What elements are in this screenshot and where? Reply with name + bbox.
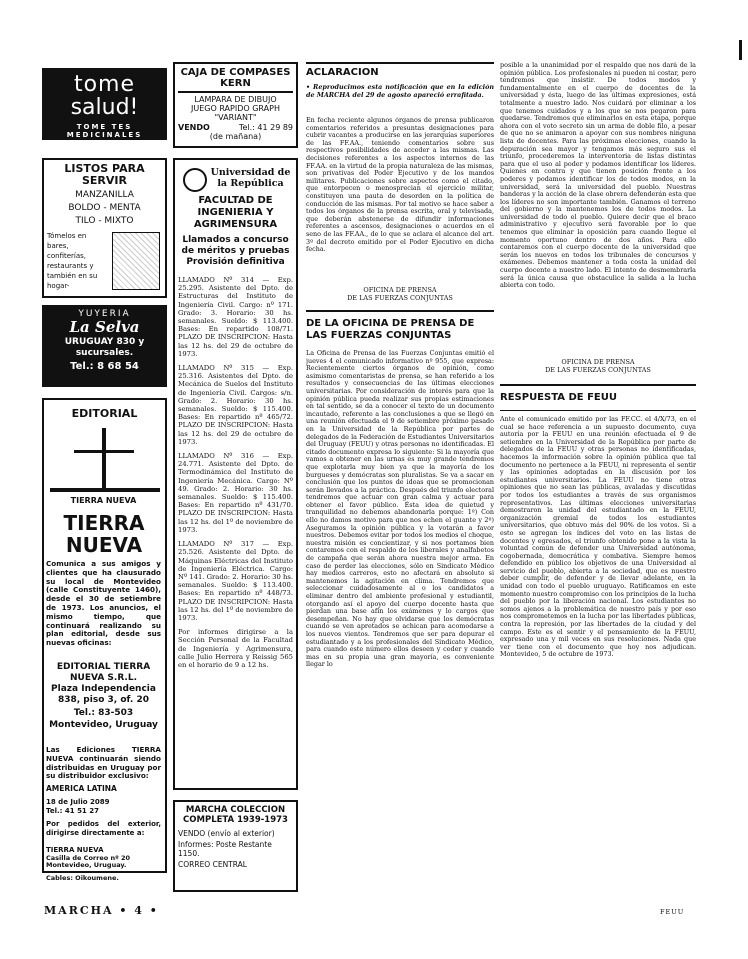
ad-caja-sell: VENDO xyxy=(178,123,210,132)
ad-marcha-title: MARCHA COLECCION COMPLETA 1939-1973 xyxy=(183,805,288,825)
university-seal-icon xyxy=(183,168,207,192)
ad-listos xyxy=(42,158,167,298)
ad-editorial-tel: Tel.: 83-503 xyxy=(73,708,134,718)
ad-tome-line2: salud! xyxy=(70,95,139,120)
ad-editorial-firm: EDITORIAL TIERRA NUEVA S.R.L. xyxy=(56,662,151,683)
oficina-article xyxy=(306,318,494,918)
ad-editorial-address: Plaza Independencia 838, piso 3, of. 20 xyxy=(51,684,156,705)
respuesta-feuu-article xyxy=(500,384,696,918)
tea-box-illustration xyxy=(112,232,160,290)
ad-yuyeria-line1: YUYERIA xyxy=(78,309,131,319)
respuesta-title: RESPUESTA DE FEUU xyxy=(500,392,617,403)
page-masthead: MARCHA • 4 • xyxy=(44,904,159,917)
oficina-title: DE LA OFICINA DE PRENSA DE LAS FUERZAS CONJUNTAS xyxy=(306,318,475,341)
ad-editorial-cables: Cables: Oikoumene. xyxy=(46,874,119,882)
ad-editorial-city: Montevideo, Uruguay xyxy=(49,720,158,730)
ad-caja-tel: Tel.: 41 29 89 xyxy=(238,123,293,132)
col4-sign1: OFICINA DE PRENSA xyxy=(561,358,635,366)
aclaracion-article xyxy=(306,62,494,312)
ad-listos-item: MANZANILLA xyxy=(75,190,134,200)
ad-univ-faculty: FACULTAD DE INGENIERIA Y AGRIMENSURA xyxy=(193,195,278,230)
aclaracion-title: ACLARACION xyxy=(306,67,379,78)
ad-caja-title: CAJA DE COMPASES KERN xyxy=(180,67,291,89)
ad-editorial-top: EDITORIAL xyxy=(71,407,138,420)
col4-text: posible a la unanimidad por el respaldo que nos dará de la opinión pública. Los profesionales ni pueden ni costar, pero tendremos que insistir. De todos modos y fundamentalmente en el cuerpo de docentes de la universidad y ésta, luego de las últimas expresiones, está totalmente a nuestro lado. Nos cuidará por eliminar a los que tenemos cuidados y a los que se nos pegaron para quedarse. Tendremos que eliminarlos en esta etapa, porque ahora con el voto secreto sin un arma de doble filo, a pesar de que no se animaron a apoyar con sus nombres ninguna lista de docentes. Para las próximas elecciones, cuando la depuración sea mayor y tengamos más seguro sus el triunfo, procederemos la interventoria de listas distintas para que el uso al poder y podamos identificar los líderes. Quienes en contra y que tienen posición frente a los poderes y podamos identificar los de todos modos, en la universidad, será la universidad del pueblo. Nuestras banderas y la acción de la clase obrera defenderán esta que los líderes no son importante también. Ganamos el terreno del gobierno y la mantenemos los de todos modos. La universidad de todo el pueblo. Quiere decir que el braco administrativo y ejecutivo será favorable por lo que tenemos que eliminar la oposición para cuando llegue el momento oportuno dentro de dos años. Para ello contaremos con el cuerpo docente de la universidad que serán los nuevos en todos los tribunales de concursos y exámenes. Debemos mantener a toda costa la unidad del cuerpo docente a nuestro lado. El intento de desmembrarla será la única causa que obstaculice la salida a la lucha abierta con todo. xyxy=(500,62,696,290)
ad-editorial-big: TIERRA NUEVA xyxy=(63,511,145,557)
ad-yuyeria-line2: URUGUAY 830 y sucursales. xyxy=(64,337,145,358)
ad-caja-time: (de mañana) xyxy=(209,132,262,141)
aclaracion-sign2: DE LAS FUERZAS CONJUNTAS xyxy=(347,294,453,302)
ad-marcha-sell: VENDO (envío al exterior) xyxy=(178,829,275,838)
la-selva-logo: La Selva xyxy=(69,318,140,336)
ad-marcha-info: Informes: Poste Restante 1150. xyxy=(178,840,272,858)
ad-tome-salud xyxy=(42,68,167,140)
feuu-signature: FEUU xyxy=(660,908,685,916)
ad-listos-item: BOLDO - MENTA xyxy=(68,203,141,213)
cross-logo-icon xyxy=(102,428,106,490)
llamado-item: LLAMADO Nº 314 — Exp. 25.295. Asistente del Dpto. de Estructuras del Instituto de Ingeniería Civil. Cargo: nº 171. Grado: 3. Horario: 30 hs. semanales. Sueldo: $ 113.400. Bases: En repartido 108/71. PLAZO DE INSCRIPCION: Hasta las 12 hs. del 29 de octubre de 1973. xyxy=(178,276,293,358)
ad-editorial-logo-name: TIERRA NUEVA xyxy=(70,496,137,505)
ad-tome-brand: TOME TES MEDICINALES xyxy=(66,123,143,139)
ad-listos-heading: LISTOS PARA SERVIR xyxy=(64,162,145,187)
cross-logo-bar xyxy=(74,450,134,453)
ad-editorial-dist-tel: Tel.: 41 51 27 xyxy=(46,807,99,815)
ad-listos-body: Tómelos en bares, confiterías, restaurants y también en su hogar- xyxy=(47,232,98,290)
ad-universidad xyxy=(173,158,298,790)
page-edge-mark xyxy=(739,40,742,60)
col4-sign2: DE LAS FUERZAS CONJUNTAS xyxy=(545,366,651,374)
ad-caja-kern xyxy=(173,62,298,148)
ad-editorial-export-addr: Casilla de Correo nº 20 xyxy=(46,854,131,862)
ad-editorial-notice: Comunica a sus amigos y clientes que ha clausurado su local de Montevideo (calle Constituyente 1460), desde el 30 de setiembre de 1973. Los anuncios, el mismo tiempo, que continuará realizando su plan editorial, desde sus nuevas oficinas: xyxy=(46,559,161,648)
ad-univ-info: Por informes dirigirse a la Sección Personal de la Facultad de Ingeniería y Agrimensura, calle Julio Herrera y Reissig 565 en el horario de 9 a 12 hs. xyxy=(178,628,293,669)
ad-editorial-export-city: Montevideo, Uruguay. xyxy=(46,861,127,869)
llamado-item: LLAMADO Nº 316 — Exp. 24.771. Asistente del Dpto. de Termodinámica del Instituto de Ingeniería Mecánica. Cargo: Nº 49. Grado: 2. Horario: 30 hs. semanales. Sueldo: $ 115.400. Bases: En repartido nº 431/70. PLAZO DE INSCRIPCION: Hasta las 12 hs. del 1º de noviembre de 1973. xyxy=(178,452,293,534)
ad-caja-body: LAMPARA DE DIBUJO xyxy=(194,95,277,104)
ad-editorial-distrib: Las Ediciones TIERRA NUEVA continuarán siendo distribuidas en Uruguay por su distribuidor exclusivo: xyxy=(46,745,161,781)
ad-editorial-tierra-nueva xyxy=(42,398,167,873)
ad-univ-call: Llamados a concurso de méritos y pruebas Provisión definitiva xyxy=(181,235,290,267)
column-continuation xyxy=(500,62,696,380)
ad-marcha-coleccion xyxy=(173,800,298,892)
aclaracion-body: En fecha reciente algunos órganos de prensa publicaron comentarios referidos a presuntas designaciones para cubrir vacantes a producirse en las jerarquías superiores de las FF.AA., teniendo comentarios sobre sus respectivos posibilidades de acceder a las mismas. Las decisiones referentes a los aspectos internos de las FF.AA. en la virtud de la propia naturaleza de las mismas, son privativas del Poder Ejecutivo y de los mandos militares. Publicaciones sobre aspectos como el citado, que entorpecen o menosprecian el ejercicio militar, constituyen una pauta de desorden en la política de conducción de las mismas. Por tal motivo se hace saber a todos los órganos de la prensa escrita, oral y televisada, que deberán abstenerse de difundir informaciones referentes a ascensos, designaciones o acuerdos en el seno de las FF.AA., de lo que se aclara el alcance del art. 3º del decreto emitido por el Poder Ejecutivo en dicha fecha. xyxy=(306,117,494,254)
llamado-item: LLAMADO Nº 315 — Exp. 25.316. Asistentes del Dpto. de Mecánica de Suelos del Instituto de Ingeniería Civil. Cargos: s/n. Grado: 2. Horario: 30 hs. semanales. Sueldo: $ 115.400. Bases: En repartido nº 465/72. PLAZO DE INSCRIPCION: Hasta las 12 hs. del 29 de octubre de 1973. xyxy=(178,364,293,446)
aclaracion-sign1: OFICINA DE PRENSA xyxy=(363,286,437,294)
tierra-line xyxy=(50,488,160,492)
aclaracion-lead: • Reproducimos esta notificación que en la edición de MARCHA del 29 de agosto apareció errafitada. xyxy=(306,84,494,99)
ad-listos-item: TILO - MIXTO xyxy=(75,216,134,226)
ad-caja-body2: JUEGO RAPIDO GRAPH "VARIANT" xyxy=(191,104,280,122)
ad-marcha-office: CORREO CENTRAL xyxy=(178,860,247,869)
ad-editorial-export-name: TIERRA NUEVA xyxy=(46,846,104,854)
ad-yuyeria xyxy=(42,305,167,387)
ad-editorial-export: Por pedidos del exterior, dirigirse directamente a: xyxy=(46,820,161,837)
divider xyxy=(178,91,293,93)
ad-editorial-dist-name: AMERICA LATINA xyxy=(46,784,117,793)
oficina-body: La Oficina de Prensa de las Fuerzas Conjuntas emitió el jueves 4 el comunicado informativo nº 955, que expresa: Recientemente ciertos órganos de opinión, como asimismo comentaristas de prensa, se han referido a los resultados y consecuencias de las últimas elecciones universitarias. Por consideración de interés para que la opinión pública pueda realizar sus propias estimaciones en tal sentido, se da a conocer el texto de un documento incautado, referente a las conclusiones a que se llegó en una reunión efectuada el 9 de setiembre próximo pasado en la Universidad de la República por partes de delegados de la Federación de Estudiantes Universitarios del Uruguay (FEUU) y otras personas no identificadas. El citado documento expresa lo siguiente: Si la mayoría que vamos a obtener en las urnas es muy grande tendremos que explotarla muy bien ya que la mayoría de los burgueses y demócratas son pluralistas. Se va a sacar en conclusión que los puntos de ideas que se promocionan serán llevados a la práctica. Después del triunfo electoral tendremos que actuar con gran calma y actuar para obtener el favor público. Ésta idea de quietud y tranquilidad no debemos abandonarla porque: 1º) Con ello no damos motivo para que nos echen el guante y 2º) Aseguramos la opinión pública y la votarán a favor nuestros. Debemos evitar por todos los medios el choque, nuestra misión es concientizar, y si nos portamos bien contaremos con el respaldo de los liberales y analfabetos de campaña que serán ahora nuestra mejor arma. En caso de perder las elecciones, sólo en Sindicato Médico hay medios carreros, esto no afectará en absoluto si mantenemos la agitación en clima. Tendremos que seleccionar cuidadosamente al o los candidatos a eliminar dentro del ambiente profesional y estudiantil, otorgando así el apoyo del cuerpo docente hasta que pierdan una base afín los exámenes y lo cargos que desempeñan. No hay que olvidarse que los demócratas cuando se ven apretados se achican para acomodarse a los nuevos vientos. Tendremos que ser para depurar el estudiantado y a los profesionales del Sindicato Médico, para cuando este número ellos deseen y ceder y cuando mas en su propia una gran mayoría, es conveniente llegar lo xyxy=(306,350,494,669)
ad-univ-title: Universidad de la República xyxy=(210,167,291,189)
ad-yuyeria-phone: Tel.: 8 68 54 xyxy=(70,361,139,372)
llamado-item: LLAMADO Nº 317 — Exp. 25.526. Asistente del Dpto. de Máquinas Eléctricas del Instituto de Ingeniería Eléctrica. Cargo: Nº 141. Grado: 2. Horario: 30 hs. semanales. Sueldo: $ 113.400. Bases: En repartido nº 448/73. PLAZO DE INSCRIPCION: Hasta las 12 hs. del 1º de noviembre de 1973. xyxy=(178,540,293,622)
ad-tome-line1: tome xyxy=(73,72,136,97)
divider xyxy=(500,410,696,411)
ad-editorial-dist-addr: 18 de Julio 2089 xyxy=(46,798,110,806)
respuesta-body: Ante el comunicado emitido por las FF.CC. el 4/X/73, en el cual se hace referencia a un supuesto documento, cuya autoría por la FEUU en una reunión efectuada el 9 de setiembre en la Universidad de la República por parte de delegados de la FEUU y otras personas no identificadas, hacemos la información sobre la opinión pública que tal documento no pertenece a la FEUU, ni representa el sentir y las opiniones adoptadas en la discusión por los estudiantes universitarios. La FEUU no tiene otras opiniones que no sean las públicas, avaladas y discutidas por todos los estudiantes a través de sus organismos representativos. Las últimas elecciones universitarias demostraron la unidad del estudiantado en la FEUU, organización gremial de todos los estudiantes universitarios, que obtuvo más del 90% de los votos. Si a esto se agregan los índices del voto en las listas de docentes y egresados, el triunfo obtenido pone a la vista la voluntad común de defender una Universidad autónoma, cogobernada, democrática y combativa. Siempre hemos defendido en público los objetivos de una Universidad al servicio del pueblo, abierta a la sociedad, que es nuestro deber cumplir, de defender y de llevar adelante, en la unidad con todo el pueblo uruguayo. Ratificamos en este momento nuestro compromiso con los principios de la lucha del pueblo por la liberación nacional. Los estudiantes no somos ajenos a la problemática de nuestro país y por eso nos comprometemos en la lucha por las libertades públicas, contra la represión, por las libertades de la ciudad y del campo. Este es el sentir y el pensamiento de la FEUU, expresado una y mil veces en sus resoluciones. Nada que ver tiene con el documento que hoy nos adjudican. Montevideo, 5 de octubre de 1973. xyxy=(500,416,696,659)
